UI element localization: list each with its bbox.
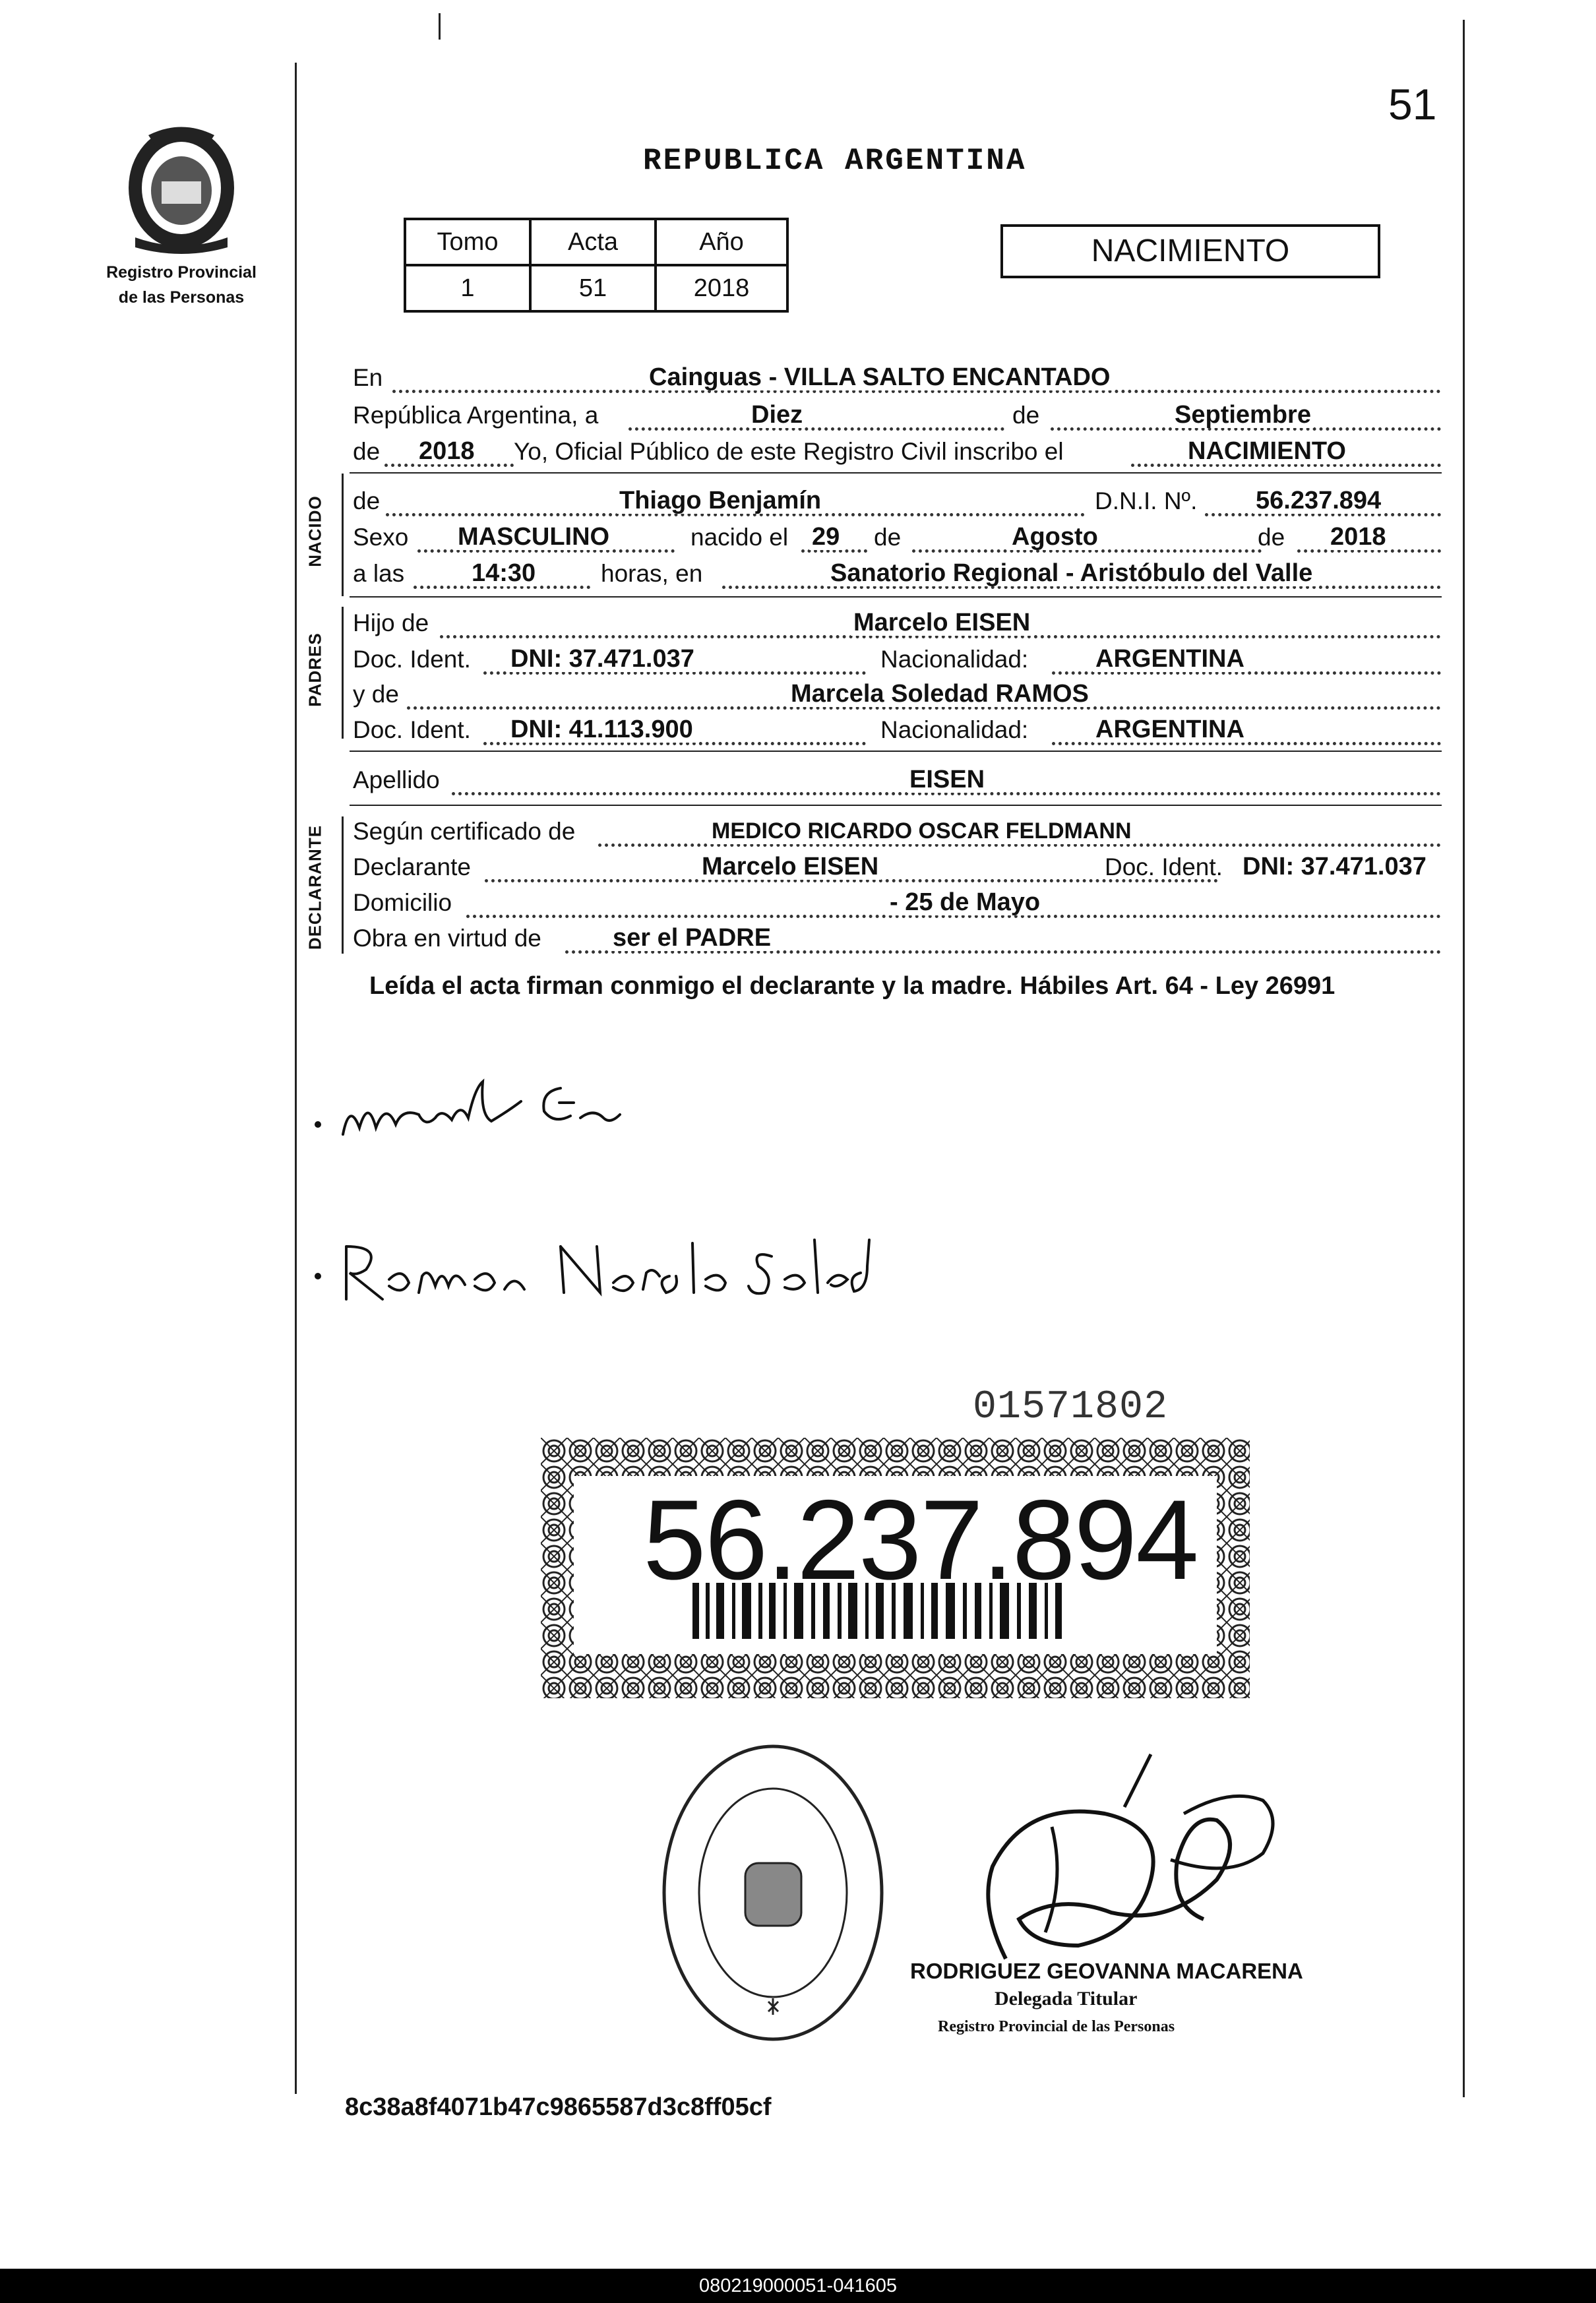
declarante-label: Declarante (353, 853, 471, 880)
domicilio-label: Domicilio (353, 889, 452, 916)
row-year (353, 435, 1441, 468)
hash-code: 8c38a8f4071b47c9865587d3c8ff05cf (345, 2093, 772, 2121)
nacionalidad-label: Nacionalidad: (880, 646, 1029, 673)
right-margin-line (1463, 20, 1465, 2097)
row-mother-name (353, 678, 1441, 711)
sexo-label: Sexo (353, 524, 409, 551)
row-republica (353, 399, 1441, 432)
row-time-place (353, 557, 1441, 590)
hijo-label: Hijo de (353, 609, 429, 636)
declarant-name: Marcelo EISEN (699, 853, 881, 880)
republica-label: República Argentina, a (353, 402, 599, 429)
birth-month: Agosto (1009, 524, 1101, 550)
registry-table-header-row (405, 219, 787, 265)
nacionalidad2-label: Nacionalidad: (880, 716, 1029, 743)
separator-padres-top (350, 596, 1442, 598)
header-tomo: Tomo (405, 219, 530, 265)
declarant-signature (310, 1062, 719, 1161)
segun-label: Según certificado de (353, 818, 576, 845)
child-dni: 56.237.894 (1253, 487, 1384, 514)
official-text: Yo, Oficial Público de este Registro Civil inscribo el (514, 438, 1064, 465)
birth-year: 2018 (1328, 524, 1389, 550)
de3-label: de (353, 487, 381, 514)
surname-value: EISEN (907, 766, 987, 793)
declarant-doc: DNI: 37.471.037 (1240, 853, 1429, 880)
child-name: Thiago Benjamín (617, 487, 824, 514)
value-acta: 51 (530, 265, 656, 311)
dni-label: D.N.I. Nº. (1095, 487, 1198, 514)
declarante-bracket (342, 816, 344, 954)
section-label-padres: PADRES (305, 632, 325, 707)
de2-label: de (353, 438, 381, 465)
row-mother-doc (353, 714, 1441, 747)
section-label-declarante: DECLARANTE (305, 824, 325, 950)
row-obra (353, 922, 1441, 955)
value-tomo: 1 (405, 265, 530, 311)
father-doc: DNI: 37.471.037 (508, 646, 697, 672)
obra-value: ser el PADRE (610, 925, 774, 951)
declarant-doc-label: Doc. Ident. (1105, 853, 1223, 880)
registry-logo (92, 122, 270, 320)
logo-caption-line2: de las Personas (118, 288, 245, 307)
mother-doc: DNI: 41.113.900 (508, 716, 696, 743)
registry-table-value-row (405, 265, 787, 311)
folio-number: 01571802 (973, 1385, 1169, 1430)
value-ano: 2018 (656, 265, 787, 311)
day-value: Diez (749, 402, 805, 428)
sexo-value: MASCULINO (455, 524, 612, 550)
doc-ident2-label: Doc. Ident. (353, 716, 471, 743)
month-value: Septiembre (1172, 402, 1314, 428)
doc-ident-label: Doc. Ident. (353, 646, 471, 673)
province-shield-icon (109, 122, 254, 254)
en-label: En (353, 364, 383, 391)
a-las-label: a las (353, 560, 405, 587)
de-label: de (1012, 402, 1040, 429)
apellido-label: Apellido (353, 766, 440, 793)
closing-text: Leída el acta firman conmigo el declarante y la madre. Hábiles Art. 64 - Ley 26991 (369, 972, 1335, 1000)
nacido-bracket (342, 474, 344, 596)
header-ano: Año (656, 219, 787, 265)
page-number: 51 (1388, 80, 1437, 129)
separator-declarante-top (350, 805, 1442, 806)
father-name: Marcelo EISEN (851, 609, 1033, 636)
sticker-dni-number: 56.237.894 (643, 1477, 1198, 1603)
row-father-name (353, 607, 1441, 640)
signer-name: RODRIGUEZ GEOVANNA MACARENA (910, 1959, 1303, 1983)
birth-time: 14:30 (469, 560, 538, 586)
row-declarant (353, 851, 1441, 884)
section-label-nacido: NACIDO (305, 495, 325, 567)
logo-caption-line1: Registro Provincial (106, 263, 257, 282)
footer-code: 080219000051-041605 (699, 2275, 897, 2296)
country-title: REPUBLICA ARGENTINA (643, 144, 1027, 178)
place-value: Cainguas - VILLA SALTO ENCANTADO (646, 364, 1113, 390)
father-nationality: ARGENTINA (1093, 646, 1247, 672)
address-value: - 25 de Mayo (887, 889, 1043, 915)
birth-de-label: de (874, 524, 902, 551)
official-seal (660, 1741, 887, 2044)
mother-signature (310, 1227, 890, 1326)
obra-label: Obra en virtud de (353, 925, 541, 952)
row-en (353, 361, 1441, 394)
certificate-value: MEDICO RICARDO OSCAR FELDMANN (709, 818, 1134, 844)
separator-apellido-top (350, 751, 1442, 752)
birth-day: 29 (809, 524, 842, 550)
padres-bracket (342, 607, 344, 739)
y-de-label: y de (353, 681, 399, 708)
registry-table (404, 218, 789, 313)
left-margin-line (295, 63, 297, 2094)
horas-label: horas, en (601, 560, 703, 587)
event-value: NACIMIENTO (1185, 438, 1349, 464)
row-certificate (353, 815, 1441, 848)
mother-nationality: ARGENTINA (1093, 716, 1247, 743)
nacido-label: nacido el (691, 524, 789, 551)
signer-signature (953, 1748, 1283, 1965)
row-address (353, 886, 1441, 919)
footer-bar (0, 2269, 1596, 2303)
year-value: 2018 (416, 438, 477, 464)
header-acta: Acta (530, 219, 656, 265)
row-sexo (353, 521, 1441, 554)
signer-role: Delegada Titular (995, 1988, 1138, 2010)
row-father-doc (353, 643, 1441, 676)
mother-name: Marcela Soledad RAMOS (788, 681, 1091, 707)
row-child-name (353, 485, 1441, 518)
row-surname (353, 764, 1441, 797)
birth-de2-label: de (1258, 524, 1285, 551)
signer-org: Registro Provincial de las Personas (938, 2018, 1175, 2035)
document-type-box: NACIMIENTO (1000, 224, 1380, 278)
separator-nacido-top (350, 472, 1442, 474)
birth-place: Sanatorio Regional - Aristóbulo del Valle (828, 560, 1315, 586)
top-tick (439, 13, 441, 40)
